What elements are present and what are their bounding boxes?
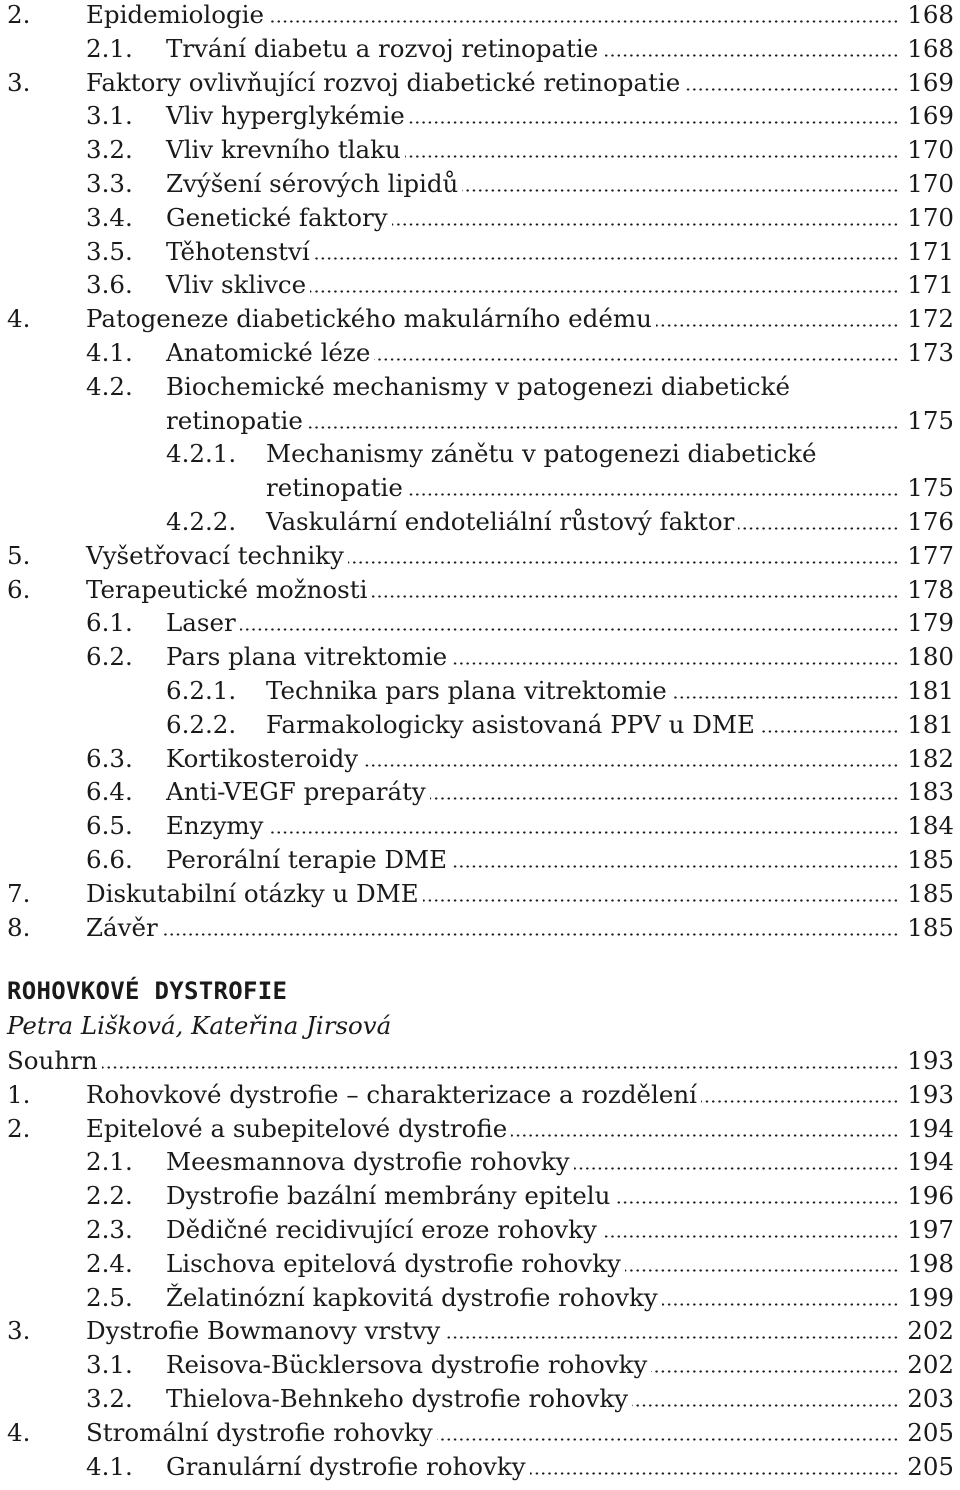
toc-dot-leader — [268, 20, 899, 23]
toc-dot-leader — [574, 1167, 899, 1170]
toc-entry-number: 6. — [7, 574, 31, 604]
toc-entry-number: 2.4. — [86, 1248, 133, 1278]
toc-entry-page: 193 — [907, 1046, 954, 1075]
toc-dot-leader — [407, 493, 899, 496]
toc-entry-page: 185 — [907, 878, 954, 908]
toc-entry-page: 181 — [907, 675, 954, 705]
toc-entry-number: 2. — [7, 1113, 31, 1143]
toc-entry-title: Diskutabilní otázky u DME — [86, 878, 419, 908]
toc-entry[interactable] — [0, 1418, 960, 1452]
toc-dot-leader — [684, 88, 899, 91]
toc-entry-page: 185 — [907, 844, 954, 874]
toc-entry-title: Pars plana vitrektomie — [166, 642, 448, 672]
toc-entry[interactable] — [0, 1249, 960, 1283]
toc-entry-page: 172 — [907, 304, 954, 334]
toc-entry[interactable] — [0, 135, 960, 169]
toc-list-part2 — [0, 1046, 960, 1485]
toc-entry-page: 168 — [907, 33, 954, 63]
toc-entry-title: Mechanismy zánětu v patogenezi diabetické — [266, 439, 817, 469]
toc-entry-title: Meesmannova dystrofie rohovky — [166, 1147, 570, 1177]
toc-entry-page: 176 — [907, 506, 954, 536]
toc-entry-number: 4.1. — [86, 337, 133, 367]
toc-entry[interactable] — [0, 1316, 960, 1350]
toc-dot-leader — [451, 865, 899, 868]
toc-entry[interactable] — [0, 372, 960, 406]
toc-dot-leader — [437, 1438, 899, 1441]
toc-entry-title: retinopatie — [166, 405, 303, 435]
toc-entry-number: 6.2.2. — [166, 709, 237, 739]
toc-entry-page: 173 — [907, 337, 954, 367]
toc-entry-number: 6.4. — [86, 777, 133, 807]
toc-entry-title: Kortikosteroidy — [166, 743, 359, 773]
toc-entry-number: 2. — [7, 0, 31, 29]
toc-dot-leader — [451, 662, 899, 665]
toc-entry-page: 199 — [907, 1282, 954, 1312]
toc-entry-title: Vliv hyperglykémie — [166, 101, 405, 131]
toc-entry[interactable] — [0, 845, 960, 879]
toc-entry-number: 2.1. — [86, 1147, 133, 1177]
toc-entry[interactable] — [0, 338, 960, 372]
toc-dot-leader — [348, 561, 899, 564]
toc-entry-number: 3.2. — [86, 135, 133, 165]
toc-entry-title: Laser — [166, 608, 236, 638]
toc-entry-number: 4.2.1. — [166, 439, 237, 469]
toc-entry[interactable] — [0, 777, 960, 811]
toc-entry-number: 5. — [7, 540, 31, 570]
toc-entry-title: Patogeneze diabetického makulárního edému — [86, 304, 652, 334]
toc-entry[interactable] — [0, 1147, 960, 1181]
toc-entry-number: 6.5. — [86, 811, 133, 841]
toc-dot-leader — [268, 831, 899, 834]
toc-dot-leader — [362, 764, 899, 767]
toc-entry-page: 197 — [907, 1214, 954, 1244]
toc-entry-page: 175 — [907, 473, 954, 503]
toc-entry[interactable] — [0, 270, 960, 304]
toc-entry[interactable] — [0, 1080, 960, 1114]
toc-dot-leader — [632, 1404, 899, 1407]
toc-entry-page: 177 — [907, 540, 954, 570]
toc-entry-page: 203 — [907, 1383, 954, 1413]
toc-dot-leader — [307, 426, 899, 429]
toc-dot-leader — [511, 1134, 899, 1137]
toc-dot-leader — [392, 223, 899, 226]
toc-entry-page: 183 — [907, 777, 954, 807]
toc-entry[interactable] — [0, 68, 960, 102]
toc-entry[interactable] — [0, 744, 960, 778]
toc-entry-title: Stromální dystrofie rohovky — [86, 1417, 433, 1447]
toc-dot-leader — [162, 933, 899, 936]
toc-entry-title: Dědičné recidivující eroze rohovky — [166, 1214, 597, 1244]
toc-entry[interactable] — [0, 1283, 960, 1317]
toc-entry-page: 184 — [907, 811, 954, 841]
toc-entry-title: Reisova-Bücklersova dystrofie rohovky — [166, 1350, 648, 1380]
toc-entry-number: 3.6. — [86, 270, 133, 300]
toc-entry-page: 170 — [907, 202, 954, 232]
section-title: ROHOVKOVÉ DYSTROFIE — [7, 977, 288, 1005]
toc-entry-page: 171 — [907, 236, 954, 266]
toc-entry-number: 3.1. — [86, 1350, 133, 1380]
toc-dot-leader — [601, 1235, 899, 1238]
toc-entry-number: 7. — [7, 878, 31, 908]
toc-entry-title: Faktory ovlivňující rozvoj diabetické retinopatie — [86, 67, 681, 97]
toc-entry-number: 6.3. — [86, 743, 133, 773]
toc-entry[interactable] — [0, 473, 960, 507]
toc-entry-title: Těhotenství — [166, 236, 310, 266]
toc-entry-title: Souhrn — [7, 1046, 98, 1075]
toc-entry[interactable] — [0, 304, 960, 338]
toc-entry-title: Perorální terapie DME — [166, 844, 447, 874]
toc-entry-number: 3.4. — [86, 202, 133, 232]
toc-entry-number: 6.2. — [86, 642, 133, 672]
toc-entry-title: Granulární dystrofie rohovky — [166, 1451, 526, 1481]
toc-dot-leader — [314, 257, 899, 260]
toc-entry-page: 179 — [907, 608, 954, 638]
toc-dot-leader — [701, 1100, 899, 1103]
toc-entry-page: 196 — [907, 1181, 954, 1211]
toc-entry-number: 4.1. — [86, 1451, 133, 1481]
toc-entry-title: Želatinózní kapkovitá dystrofie rohovky — [166, 1282, 658, 1312]
toc-dot-leader — [374, 358, 899, 361]
toc-entry[interactable] — [0, 1181, 960, 1215]
toc-dot-leader — [602, 54, 899, 57]
toc-entry-title: Technika pars plana vitrektomie — [266, 675, 667, 705]
toc-entry-title: Zvýšení sérových lipidů — [166, 168, 459, 198]
toc-entry-title: Enzymy — [166, 811, 264, 841]
toc-entry-page: 175 — [907, 405, 954, 435]
toc-entry-number: 4. — [7, 1417, 31, 1447]
toc-entry-title: Terapeutické možnosti — [86, 574, 368, 604]
toc-entry-page: 170 — [907, 168, 954, 198]
toc-entry-title: Vliv krevního tlaku — [166, 135, 401, 165]
toc-entry-number: 3.2. — [86, 1383, 133, 1413]
toc-entry-number: 4. — [7, 304, 31, 334]
toc-entry[interactable] — [0, 34, 960, 68]
toc-entry[interactable] — [0, 1350, 960, 1384]
toc-entry-page: 193 — [907, 1079, 954, 1109]
toc-entry-number: 3.3. — [86, 168, 133, 198]
toc-entry[interactable] — [0, 710, 960, 744]
toc-entry-page: 180 — [907, 642, 954, 672]
toc-entry-number: 6.6. — [86, 844, 133, 874]
toc-entry[interactable] — [0, 439, 960, 473]
toc-entry[interactable] — [0, 913, 960, 947]
toc-dot-leader — [240, 628, 899, 631]
toc-entry[interactable] — [0, 1114, 960, 1148]
toc-entry-title: Vyšetřovací techniky — [86, 540, 344, 570]
toc-entry-title: Dystrofie Bowmanovy vrstvy — [86, 1316, 441, 1346]
toc-entry-page: 194 — [907, 1113, 954, 1143]
toc-entry-page: 194 — [907, 1147, 954, 1177]
toc-entry-number: 3.5. — [86, 236, 133, 266]
toc-entry-title: Epidemiologie — [86, 0, 265, 29]
toc-entry-page: 171 — [907, 270, 954, 300]
section-authors: Petra Lišková, Kateřina Jirsová — [7, 1011, 392, 1040]
toc-entry[interactable] — [0, 101, 960, 135]
toc-entry-title: Trvání diabetu a rozvoj retinopatie — [166, 33, 599, 63]
toc-entry-page: 202 — [907, 1350, 954, 1380]
toc-entry-title: Dystrofie bazální membrány epitelu — [166, 1181, 611, 1211]
toc-entry[interactable] — [0, 575, 960, 609]
toc-entry[interactable] — [0, 1452, 960, 1486]
toc-dot-leader — [651, 1370, 899, 1373]
toc-entry-title: Epitelové a subepitelové dystrofie — [86, 1113, 508, 1143]
toc-entry-title: Vaskulární endoteliální růstový faktor — [266, 506, 735, 536]
toc-entry[interactable] — [0, 406, 960, 440]
toc-dot-leader — [409, 121, 899, 124]
toc-entry[interactable] — [0, 237, 960, 271]
toc-entry-number: 6.1. — [86, 608, 133, 638]
toc-entry-title: Thielova-Behnkeho dystrofie rohovky — [166, 1383, 629, 1413]
toc-entry[interactable] — [0, 879, 960, 913]
toc-dot-leader — [444, 1336, 899, 1339]
toc-entry-number: 4.2.2. — [166, 506, 237, 536]
toc-entry-number: 3. — [7, 67, 31, 97]
toc-entry-page: 205 — [907, 1451, 954, 1481]
toc-entry-page: 169 — [907, 101, 954, 131]
toc-entry[interactable] — [0, 676, 960, 710]
toc-dot-leader — [656, 324, 899, 327]
toc-entry-page: 182 — [907, 743, 954, 773]
toc-entry-page: 169 — [907, 67, 954, 97]
toc-entry-title: Lischova epitelová dystrofie rohovky — [166, 1248, 621, 1278]
toc-dot-leader — [423, 899, 899, 902]
toc-dot-leader — [310, 290, 899, 293]
toc-dot-leader — [671, 696, 899, 699]
toc-entry[interactable] — [0, 1384, 960, 1418]
toc-entry-page: 170 — [907, 135, 954, 165]
toc-entry-page: 202 — [907, 1316, 954, 1346]
toc-dot-leader — [102, 1066, 899, 1069]
toc-entry-number: 2.2. — [86, 1181, 133, 1211]
toc-entry-number: 3.1. — [86, 101, 133, 131]
toc-entry[interactable] — [0, 1215, 960, 1249]
toc-entry-number: 2.1. — [86, 33, 133, 63]
toc-dot-leader — [462, 189, 899, 192]
toc-entry-number: 2.3. — [86, 1214, 133, 1244]
toc-entry-title: retinopatie — [266, 473, 403, 503]
toc-entry-title: Genetické faktory — [166, 202, 388, 232]
toc-entry[interactable] — [0, 1046, 960, 1080]
toc-dot-leader — [405, 155, 899, 158]
toc-entry-number: 8. — [7, 912, 31, 942]
toc-dot-leader — [759, 730, 899, 733]
toc-dot-leader — [530, 1472, 899, 1475]
toc-entry-title: Rohovkové dystrofie – charakterizace a rozdělení — [86, 1079, 697, 1109]
toc-entry-page: 178 — [907, 574, 954, 604]
toc-entry[interactable] — [0, 608, 960, 642]
toc-entry-page: 185 — [907, 912, 954, 942]
toc-entry-title: Biochemické mechanismy v patogenezi diabetické — [166, 371, 790, 401]
toc-dot-leader — [662, 1303, 899, 1306]
toc-entry-title: Závěr — [86, 912, 158, 942]
toc-entry[interactable] — [0, 541, 960, 575]
toc-dot-leader — [614, 1201, 899, 1204]
toc-entry-page: 168 — [907, 0, 954, 29]
toc-entry-title: Anti-VEGF preparáty — [166, 777, 426, 807]
toc-entry-number: 4.2. — [86, 371, 133, 401]
toc-entry[interactable] — [0, 507, 960, 541]
toc-entry[interactable] — [0, 203, 960, 237]
toc-entry-page: 205 — [907, 1417, 954, 1447]
toc-entry-number: 3. — [7, 1316, 31, 1346]
toc-entry[interactable] — [0, 169, 960, 203]
toc-dot-leader — [625, 1269, 899, 1272]
toc-entry-number: 6.2.1. — [166, 675, 237, 705]
toc-dot-leader — [430, 797, 899, 800]
toc-entry-page: 181 — [907, 709, 954, 739]
toc-entry[interactable] — [0, 0, 960, 34]
toc-entry-number: 1. — [7, 1079, 31, 1109]
toc-entry-title: Farmakologicky asistovaná PPV u DME — [266, 709, 755, 739]
toc-entry[interactable] — [0, 811, 960, 845]
toc-entry-page: 198 — [907, 1248, 954, 1278]
toc-dot-leader — [738, 527, 899, 530]
toc-dot-leader — [371, 595, 899, 598]
toc-entry[interactable] — [0, 642, 960, 676]
toc-entry-title: Vliv sklivce — [166, 270, 307, 300]
toc-entry-title: Anatomické léze — [166, 337, 371, 367]
toc-entry-number: 2.5. — [86, 1282, 133, 1312]
